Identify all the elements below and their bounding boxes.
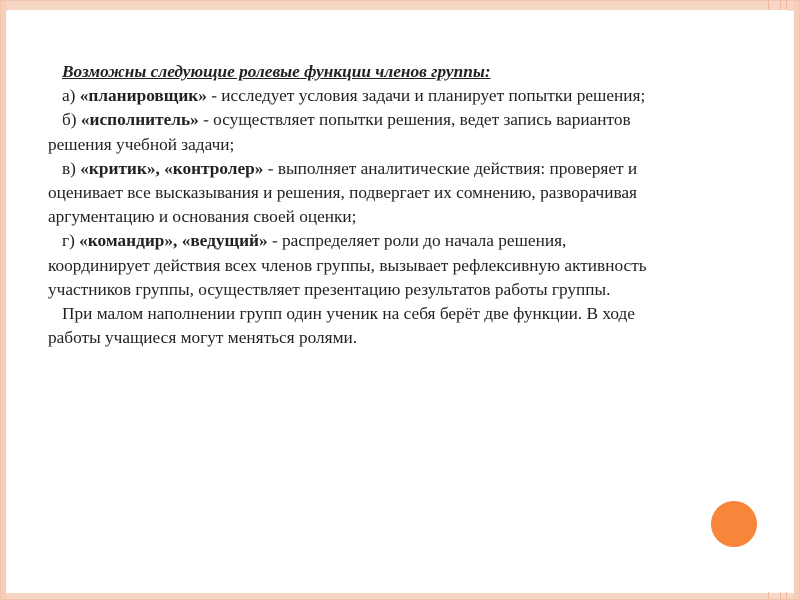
item-prefix: а) — [62, 86, 80, 106]
list-item — [48, 84, 648, 108]
item-term: «исполнитель» — [80, 110, 199, 130]
slide-heading: Возможны следующие ролевые функции членов группы: — [62, 62, 491, 81]
item-prefix: б) — [62, 110, 81, 130]
item-term: «командир», «ведущий» — [79, 231, 268, 251]
list-item — [48, 108, 648, 156]
list-item — [48, 229, 648, 302]
list-item — [48, 157, 648, 230]
item-description: - исследует условия задачи и планирует попытки решения; — [206, 86, 646, 106]
frame-left-border — [1, 1, 6, 599]
item-term: «планировщик» — [79, 86, 207, 106]
slide-text-block — [48, 60, 648, 350]
item-description: - выполняет аналитические действия: проверяет и оценивает все высказывания и решения, подвергает их сомнению, разворачивая аргументацию и основания своей оценки; — [48, 158, 638, 227]
item-prefix: в) — [62, 158, 81, 178]
decorative-circle-icon — [711, 501, 757, 547]
frame-right-border — [794, 1, 799, 599]
item-prefix: г) — [62, 231, 80, 251]
item-term: «критик», «контролер» — [80, 158, 264, 178]
item-description: - осуществляет попытки решения, ведет запись вариантов решения учебной задачи; — [48, 110, 631, 154]
frame-bottom-stripe — [1, 593, 799, 599]
item-description: - распределяет роли до начала решения, координирует действия всех членов группы, вызывает рефлексивную активность участников группы, осуществляет презентацию результатов работы группы. — [48, 231, 647, 299]
closing-paragraph: При малом наполнении групп один ученик на себя берёт две функции. В ходе работы учащиеся могут меняться ролями. — [48, 304, 635, 348]
